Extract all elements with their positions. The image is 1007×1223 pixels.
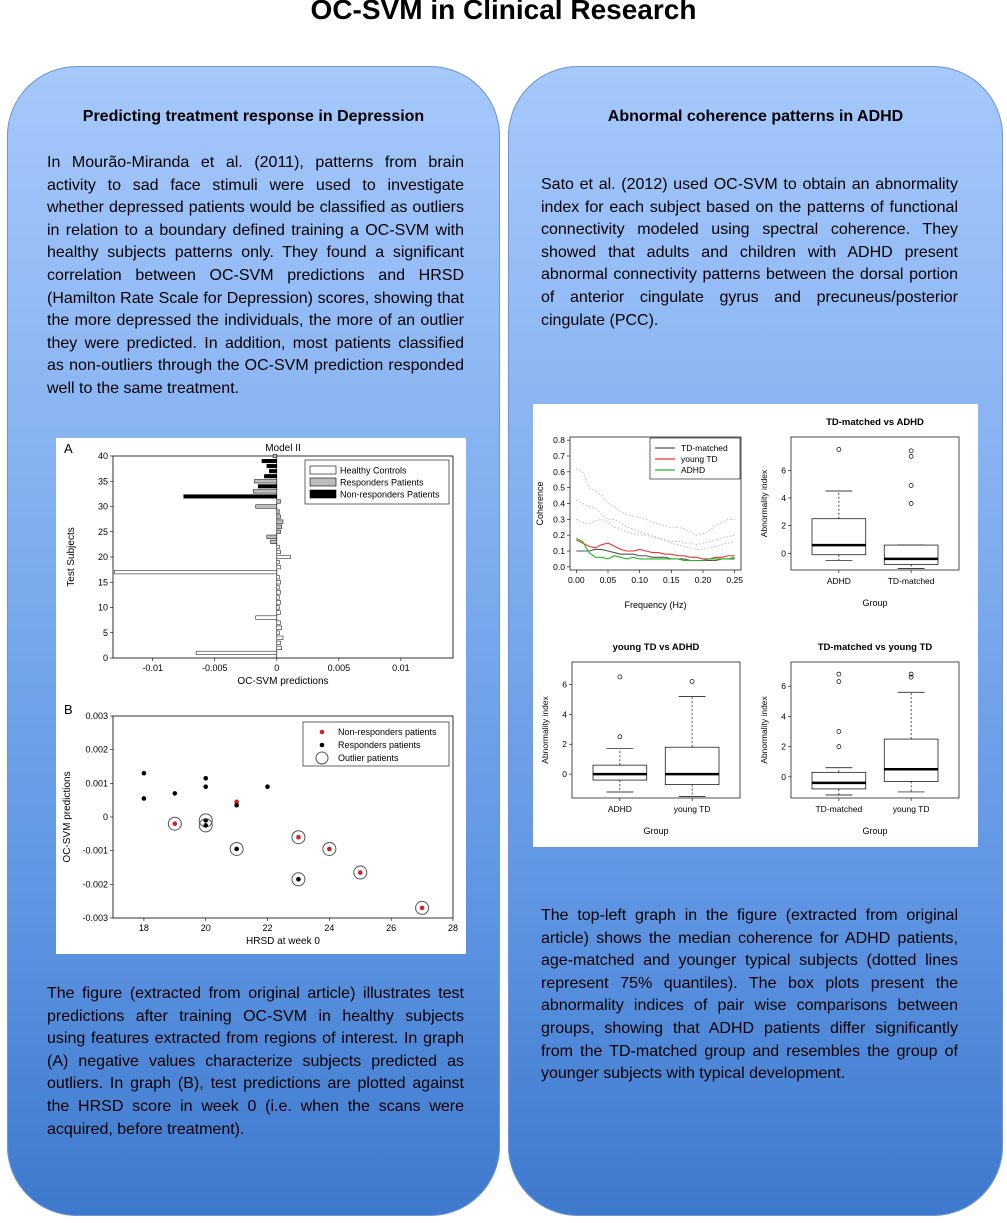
chart-b-legend-marker xyxy=(320,730,325,735)
chart-a-x-tick-label: -0.01 xyxy=(142,663,163,673)
box-young-td-vs-adhd-x-label: Group xyxy=(643,826,669,836)
chart-a-bar xyxy=(256,505,277,509)
chart-a-bar xyxy=(277,586,279,590)
coherence-legend-label: TD-matched xyxy=(681,443,728,453)
box-td-matched-vs-young-td-group-label: young TD xyxy=(892,804,930,814)
chart-a-y-label: Test Subjects xyxy=(66,527,77,587)
chart-b-legend-marker xyxy=(320,743,325,748)
coherence-legend-label: young TD xyxy=(681,454,718,464)
box-td-matched-vs-adhd-outlier-point xyxy=(909,502,913,506)
box-td-matched-vs-young-td-x-label: Group xyxy=(862,826,888,836)
chart-a-bar xyxy=(277,596,279,600)
chart-a-bar xyxy=(277,641,281,645)
box-td-matched-vs-adhd-outlier-point xyxy=(909,454,913,458)
chart-a-bar xyxy=(184,495,277,499)
chart-b-point xyxy=(296,835,301,840)
coherence-x-tick-label: 0.10 xyxy=(631,575,648,585)
chart-a-y-tick-label: 0 xyxy=(102,653,108,663)
chart-a-bar xyxy=(277,631,279,635)
coherence-x-tick-label: 0.25 xyxy=(726,575,743,585)
box-td-matched-vs-adhd-box xyxy=(812,519,866,555)
box-td-matched-vs-young-td-outlier-point xyxy=(909,672,913,676)
chart-a-bar xyxy=(277,510,279,514)
left-panel-depression xyxy=(7,66,500,1216)
chart-a-bar xyxy=(277,636,283,640)
chart-a-legend-swatch xyxy=(310,490,336,498)
chart-a-bar xyxy=(277,626,282,630)
box-young-td-vs-adhd-y-tick-label: 2 xyxy=(562,739,567,750)
box-td-matched-vs-young-td-outlier-point xyxy=(837,680,841,684)
box-td-matched-vs-young-td-box xyxy=(812,772,866,789)
chart-a-bar xyxy=(262,459,277,463)
right-panel-heading: Abnormal coherence patterns in ADHD xyxy=(607,108,904,125)
chart-b-y-tick-label: 0.002 xyxy=(85,744,108,755)
coherence-series-line xyxy=(576,500,734,549)
box-td-matched-vs-adhd-y-tick-label: 2 xyxy=(781,520,786,531)
chart-a-x-tick-label: 0.005 xyxy=(327,663,351,673)
box-young-td-vs-adhd-y-tick-label: 4 xyxy=(562,709,567,720)
coherence-y-tick-label: 0.3 xyxy=(553,514,565,525)
coherence-y-tick-label: 0.1 xyxy=(553,546,565,556)
left-intro-paragraph: In Mourão-Miranda et al. (2011), patterns from brain activity to sad face stimuli were used to investigate whether depressed patients would be classified as outliers in relation to a boundary defined training a OC-SVM with healthy subjects patterns only. They found a significant correlation between OC-SVM predictions and HRSD (Hamilton Rate Scale for Depression) scores, showing that the more depressed the individuals, the more of an outlier they were predicted. In addition, most patients classified as non-outliers through the OC-SVM prediction responded well to the same treatment. xyxy=(47,154,464,397)
chart-a-bar xyxy=(277,646,282,650)
box-td-matched-vs-adhd-y-tick-label: 4 xyxy=(781,492,786,503)
box-td-matched-vs-young-td-outlier-point xyxy=(837,672,841,676)
chart-a-bar xyxy=(277,555,291,559)
chart-b-x-label: HRSD at week 0 xyxy=(246,936,320,947)
chart-a-x-tick-label: -0.005 xyxy=(201,663,228,673)
chart-a-bar xyxy=(277,550,281,554)
chart-b-point xyxy=(420,906,425,911)
adhd-figure xyxy=(533,404,978,847)
box-td-matched-vs-young-td-y-label: Abnormality index xyxy=(759,696,769,764)
chart-b-legend-label: Outlier patients xyxy=(338,753,399,763)
page-title: OC-SVM in Clinical Research xyxy=(310,0,697,25)
chart-a-y-tick-label: 20 xyxy=(97,552,108,562)
coherence-x-label: Frequency (Hz) xyxy=(624,600,687,610)
coherence-y-tick-label: 0.7 xyxy=(553,451,565,461)
chart-a-bar xyxy=(277,560,279,564)
coherence-x-tick-label: 0.20 xyxy=(694,575,712,585)
chart-a-y-tick-label: 15 xyxy=(97,577,108,588)
chart-b-point xyxy=(203,823,208,828)
chart-b-point xyxy=(234,803,239,808)
box-td-matched-vs-adhd-outlier-point xyxy=(909,483,913,487)
box-young-td-vs-adhd-box xyxy=(665,747,719,784)
chart-b-point xyxy=(173,821,178,826)
chart-a-bar xyxy=(264,474,276,478)
chart-a-bar xyxy=(277,606,279,610)
box-td-matched-vs-adhd-group-label: TD-matched xyxy=(887,576,935,586)
chart-b-y-tick-label: -0.002 xyxy=(82,879,108,890)
chart-b-point xyxy=(358,870,363,875)
chart-a-bar xyxy=(277,525,282,529)
chart-b-x-tick-label: 20 xyxy=(200,923,211,933)
coherence-y-tick-label: 0.6 xyxy=(553,466,565,477)
box-young-td-vs-adhd-box xyxy=(593,765,647,780)
box-td-matched-vs-adhd-outlier-point xyxy=(837,447,841,451)
box-td-matched-vs-adhd-y-tick-label: 6 xyxy=(781,465,786,476)
box-td-matched-vs-young-td-y-tick-label: 6 xyxy=(781,681,786,692)
chart-a-y-tick-label: 5 xyxy=(102,627,108,638)
chart-a-bar xyxy=(256,616,277,620)
chart-a-legend-label: Responders Patients xyxy=(340,477,424,488)
left-caption-paragraph: The figure (extracted from original article) illustrates test predictions after training OC-SVM in healthy subjects using features extracted from regions of interest. In graph (A) negative values characterize subjects predicted as outliers. In graph (B), test predictions are plotted against the HRSD score in week 0 (i.e. when the scans were acquired, before treatment). xyxy=(47,985,464,1138)
box-td-matched-vs-adhd-y-tick-label: 0 xyxy=(781,548,786,559)
left-panel-heading: Predicting treatment response in Depression xyxy=(82,108,425,125)
chart-b-point xyxy=(142,796,147,801)
chart-a-bar xyxy=(277,545,279,549)
chart-a-bar xyxy=(277,591,281,595)
box-young-td-vs-adhd-outlier-point xyxy=(618,675,622,679)
coherence-y-tick-label: 0.5 xyxy=(553,482,565,493)
chart-b-legend-label: Non-responders patients xyxy=(338,727,437,737)
chart-a-bar xyxy=(277,565,281,569)
coherence-x-tick-label: 0.00 xyxy=(568,575,585,585)
chart-a-bar xyxy=(269,469,276,473)
chart-a-x-tick-label: 0 xyxy=(274,663,280,673)
box-td-matched-vs-adhd-title: TD-matched vs ADHD xyxy=(826,417,924,428)
box-td-matched-vs-adhd-box xyxy=(884,545,938,564)
right-figure xyxy=(533,404,978,847)
box-td-matched-vs-young-td-title: TD-matched vs young TD xyxy=(817,642,933,653)
chart-b-point xyxy=(142,771,147,776)
box-td-matched-vs-young-td-y-tick-label: 4 xyxy=(781,711,786,722)
chart-b-x-tick-label: 18 xyxy=(138,923,149,933)
chart-b-point xyxy=(203,784,208,789)
box-td-matched-vs-young-td-group-label: TD-matched xyxy=(815,804,863,814)
chart-a-bar xyxy=(196,651,277,655)
chart-b-y-tick-label: 0 xyxy=(102,812,108,822)
chart-b-point xyxy=(296,877,301,882)
coherence-x-tick-label: 0.15 xyxy=(663,575,680,585)
box-young-td-vs-adhd-group-label: ADHD xyxy=(607,804,632,814)
chart-a-y-tick-label: 10 xyxy=(97,602,108,613)
chart-a-bar xyxy=(277,520,283,524)
chart-a-bar xyxy=(273,454,277,458)
right-panel-adhd xyxy=(508,66,1003,1216)
chart-a-bar xyxy=(277,515,281,519)
chart-a-bar xyxy=(277,611,281,615)
chart-b-point xyxy=(327,847,332,852)
coherence-y-tick-label: 0.4 xyxy=(553,498,565,509)
chart-a-title: Model II xyxy=(265,443,301,454)
chart-b-y-tick-label: 0.001 xyxy=(85,778,108,789)
coherence-x-tick-label: 0.05 xyxy=(599,575,617,585)
chart-a-bar xyxy=(277,530,281,534)
chart-a-bar xyxy=(114,570,277,574)
chart-b-x-tick-label: 22 xyxy=(262,923,273,933)
box-young-td-vs-adhd-outlier-point xyxy=(690,679,694,683)
chart-b-y-tick-label: -0.001 xyxy=(82,845,108,856)
chart-b-point xyxy=(203,776,208,781)
chart-a-bar xyxy=(258,485,277,489)
right-intro-paragraph: Sato et al. (2012) used OC-SVM to obtain an abnormality index for each subject based on the patterns of functional connectivity modeled using spectral coherence. They showed that adults and children with ADHD present abnormal connectivity patterns between the dorsal portion of anterior cingulate gyrus and precuneus/posterior cingulate (PCC). xyxy=(541,176,958,329)
box-young-td-vs-adhd-y-tick-label: 6 xyxy=(562,679,567,690)
chart-b-y-label: OC-SVM predictions xyxy=(62,771,73,863)
chart-a-legend-swatch xyxy=(310,466,336,474)
chart-a-legend-label: Non-responders Patients xyxy=(340,489,440,500)
chart-a-y-tick-label: 30 xyxy=(97,501,108,512)
coherence-y-tick-label: 0.8 xyxy=(553,435,565,446)
coherence-series-line xyxy=(576,519,734,544)
chart-a-legend-swatch xyxy=(310,478,336,486)
box-td-matched-vs-young-td-outlier-point xyxy=(837,745,841,749)
box-td-matched-vs-young-td-outlier-point xyxy=(837,730,841,734)
box-young-td-vs-adhd-outlier-point xyxy=(618,735,622,739)
ocsvm-figure xyxy=(56,438,466,954)
chart-b-point xyxy=(173,791,178,796)
chart-a-bar xyxy=(254,479,276,483)
box-td-matched-vs-young-td-y-tick-label: 2 xyxy=(781,741,786,752)
chart-b-point xyxy=(234,847,239,852)
chart-b-x-tick-label: 24 xyxy=(324,923,335,933)
box-td-matched-vs-adhd-x-label: Group xyxy=(862,598,888,608)
chart-a-bar xyxy=(277,500,281,504)
chart-a-bar xyxy=(277,580,281,584)
box-young-td-vs-adhd-y-label: Abnormality index xyxy=(540,696,550,764)
box-td-matched-vs-young-td-y-tick-label: 0 xyxy=(781,771,786,782)
chart-a-bar xyxy=(271,540,277,544)
box-td-matched-vs-adhd-y-label: Abnormality index xyxy=(759,469,769,538)
chart-a-bar xyxy=(277,621,281,625)
chart-a-x-label: OC-SVM predictions xyxy=(237,676,329,687)
right-caption-paragraph: The top-left graph in the figure (extracted from original article) shows the median coherence for ADHD patients, age-matched and younger typical subjects (dotted lines represent 75% quantiles). The box plots present the abnormality indices of pair wise comparisons between groups, showing that ADHD patients differ significantly from the TD-matched group and resembles the group of younger subjects with typical development. xyxy=(541,907,958,1083)
chart-a-bar xyxy=(277,601,281,605)
box-td-matched-vs-adhd-group-label: ADHD xyxy=(826,576,851,586)
chart-b-y-tick-label: 0.003 xyxy=(85,711,108,721)
chart-a-y-tick-label: 40 xyxy=(97,451,108,461)
coherence-legend-label: ADHD xyxy=(681,465,706,475)
chart-b-x-tick-label: 26 xyxy=(386,923,397,933)
coherence-y-tick-label: 0.2 xyxy=(553,530,565,541)
chart-a-bar xyxy=(267,464,277,468)
box-young-td-vs-adhd-group-label: young TD xyxy=(673,804,711,814)
chart-b-panel-label: B xyxy=(64,702,73,717)
left-figure xyxy=(56,438,466,954)
chart-a-bar xyxy=(253,490,277,494)
coherence-y-label: Coherence xyxy=(535,481,545,526)
box-td-matched-vs-young-td-box xyxy=(884,739,938,781)
chart-a-legend-label: Healthy Controls xyxy=(340,465,407,476)
chart-b-legend-label: Responders patients xyxy=(338,740,421,750)
chart-a-bar xyxy=(277,575,279,579)
box-td-matched-vs-adhd-outlier-point xyxy=(909,449,913,453)
chart-a-x-tick-label: 0.01 xyxy=(392,663,410,673)
chart-b-x-tick-label: 28 xyxy=(447,923,459,933)
chart-a-bar xyxy=(267,535,277,539)
chart-a-y-tick-label: 35 xyxy=(97,476,108,487)
box-young-td-vs-adhd-title: young TD vs ADHD xyxy=(612,642,700,653)
chart-a-y-tick-label: 25 xyxy=(97,526,108,537)
coherence-y-tick-label: 0.0 xyxy=(553,561,565,572)
chart-b-point xyxy=(265,784,270,789)
box-young-td-vs-adhd-y-tick-label: 0 xyxy=(562,769,567,780)
chart-a-panel-label: A xyxy=(64,441,73,456)
chart-b-y-tick-label: -0.003 xyxy=(82,913,108,923)
